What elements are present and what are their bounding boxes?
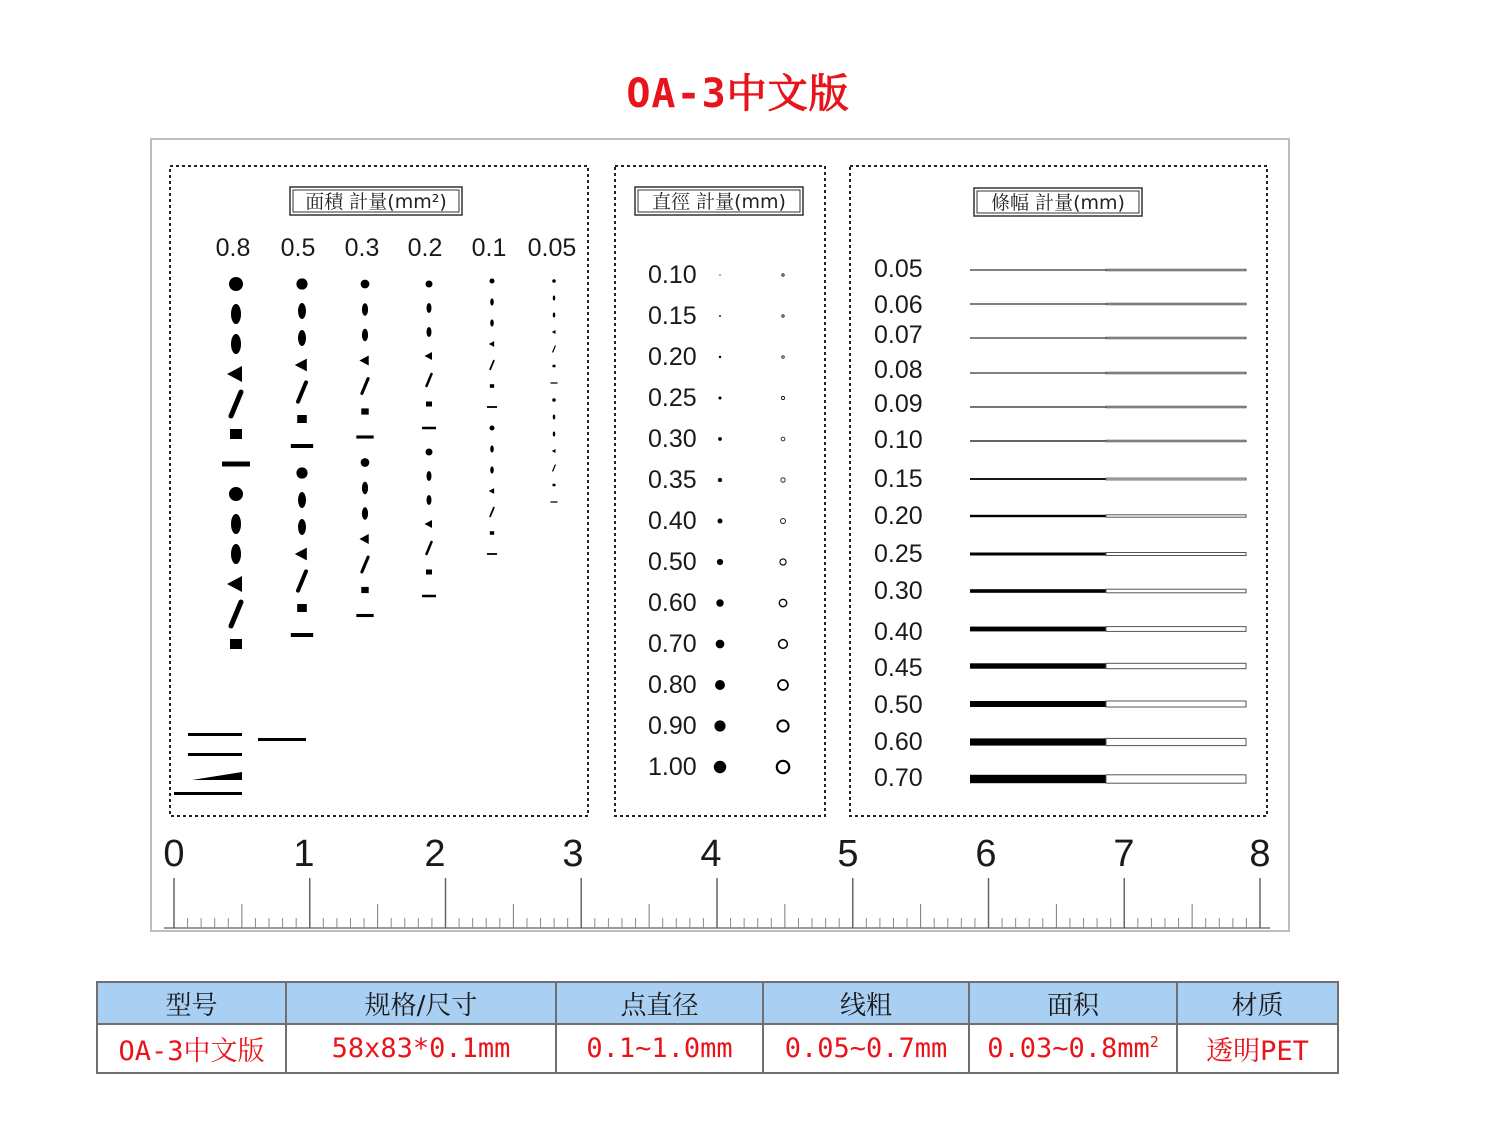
ruler-label-3: 3 bbox=[562, 833, 584, 875]
area-slash bbox=[298, 382, 306, 401]
value-model: OA-3中文版 bbox=[97, 1024, 286, 1073]
area-dot bbox=[296, 467, 307, 478]
line-width-hollow bbox=[1106, 303, 1246, 305]
area-slash bbox=[362, 557, 368, 572]
area-dot bbox=[552, 279, 556, 283]
line-width-label: 0.25 bbox=[874, 540, 923, 568]
line-width-solid bbox=[970, 373, 1106, 374]
diameter-ring bbox=[779, 599, 786, 606]
diameter-label: 0.60 bbox=[648, 589, 697, 617]
ruler-label-7: 7 bbox=[1113, 833, 1135, 875]
diameter-dot bbox=[716, 640, 725, 649]
area-col-label-0.5: 0.5 bbox=[280, 234, 316, 262]
area-slash bbox=[490, 508, 494, 517]
area-bar bbox=[422, 595, 436, 598]
diameter-ring bbox=[781, 478, 785, 482]
area-ellipse bbox=[490, 298, 494, 305]
area-bar bbox=[188, 733, 242, 736]
area-ellipse bbox=[553, 415, 556, 420]
line-width-solid bbox=[970, 738, 1106, 745]
line-width-solid bbox=[970, 304, 1106, 305]
ruler-label-2: 2 bbox=[424, 833, 446, 875]
area-slash bbox=[553, 346, 556, 352]
ruler-label-1: 1 bbox=[293, 833, 315, 875]
area-bar bbox=[291, 633, 313, 637]
line-width-solid bbox=[970, 478, 1106, 480]
line-width-solid bbox=[970, 553, 1106, 556]
area-square bbox=[426, 402, 432, 407]
line-width-solid bbox=[970, 701, 1106, 707]
diameter-ring bbox=[777, 761, 789, 773]
area-col-label-0.8: 0.8 bbox=[215, 234, 251, 262]
diameter-label: 0.90 bbox=[648, 712, 697, 740]
diameter-dot bbox=[714, 761, 726, 773]
area-dot bbox=[229, 487, 243, 501]
diameter-label: 0.20 bbox=[648, 343, 697, 371]
diameter-dot bbox=[717, 559, 723, 565]
diameter-section-frame bbox=[615, 166, 825, 816]
diameter-label: 0.50 bbox=[648, 548, 697, 576]
diameter-label: 1.00 bbox=[648, 753, 697, 781]
area-dot bbox=[426, 449, 433, 456]
area-bar bbox=[487, 406, 497, 408]
diameter-label: 0.35 bbox=[648, 466, 697, 494]
area-square bbox=[490, 384, 494, 388]
diameter-label: 0.40 bbox=[648, 507, 697, 535]
area-square bbox=[297, 415, 307, 423]
area-ellipse bbox=[553, 313, 556, 318]
area-slash bbox=[362, 379, 368, 394]
area-triangle bbox=[552, 330, 556, 334]
diameter-label: 0.80 bbox=[648, 671, 697, 699]
area-col-label-0.2: 0.2 bbox=[407, 234, 443, 262]
area-slash bbox=[298, 571, 306, 590]
area-col-label-0.05: 0.05 bbox=[527, 234, 577, 262]
diameter-ring bbox=[781, 437, 785, 441]
area-ellipse bbox=[490, 319, 494, 326]
area-ellipse bbox=[553, 296, 556, 301]
area-bar bbox=[258, 738, 306, 741]
line-width-label: 0.45 bbox=[874, 654, 923, 682]
diameter-ring bbox=[782, 356, 784, 358]
area-square bbox=[361, 587, 368, 593]
diameter-ring bbox=[780, 559, 786, 565]
diameter-section-label: 直徑 計量(mm) bbox=[652, 191, 786, 213]
measurement-card bbox=[150, 138, 1290, 932]
area-ellipse bbox=[231, 334, 241, 354]
line-width-hollow bbox=[1106, 738, 1246, 745]
line-width-label: 0.07 bbox=[874, 321, 923, 349]
value-size: 58x83*0.1mm bbox=[286, 1024, 556, 1073]
area-dot bbox=[552, 398, 556, 402]
line-width-solid bbox=[970, 515, 1106, 517]
diameter-ring bbox=[779, 640, 788, 649]
area-triangle bbox=[295, 359, 307, 372]
ruler-ticks bbox=[174, 878, 1260, 928]
area-triangle bbox=[227, 366, 242, 382]
line-width-label: 0.06 bbox=[874, 291, 923, 319]
area-ellipse bbox=[298, 492, 306, 508]
area-dot bbox=[361, 458, 370, 467]
area-bar bbox=[188, 753, 242, 756]
line-width-label: 0.15 bbox=[874, 465, 923, 493]
ruler-label-8: 8 bbox=[1249, 833, 1271, 875]
diameter-dot bbox=[719, 274, 720, 275]
line-width-hollow bbox=[1106, 589, 1246, 593]
line-width-hollow bbox=[1106, 406, 1246, 408]
area-triangle bbox=[359, 534, 368, 544]
ruler-label-4: 4 bbox=[700, 833, 722, 875]
line-width-section-label: 條幅 計量(mm) bbox=[991, 192, 1125, 214]
diameter-label: 0.30 bbox=[648, 425, 697, 453]
gauge-drawing bbox=[152, 140, 1288, 930]
value-line-width: 0.05~0.7mm bbox=[763, 1024, 969, 1073]
area-triangle bbox=[295, 548, 307, 561]
area-square bbox=[361, 408, 368, 414]
area-square bbox=[426, 570, 432, 575]
area-ellipse bbox=[427, 303, 432, 313]
diameter-dot bbox=[718, 396, 721, 399]
header-line-width: 线粗 bbox=[763, 982, 969, 1024]
area-bar bbox=[222, 462, 250, 467]
value-area-text: 0.03~0.8mm bbox=[987, 1033, 1150, 1064]
diameter-marks bbox=[714, 274, 789, 773]
spec-header-row bbox=[97, 982, 1338, 1024]
area-wedge bbox=[192, 772, 242, 780]
line-width-marks bbox=[970, 269, 1246, 783]
area-bar bbox=[356, 435, 373, 438]
area-ellipse bbox=[362, 303, 368, 315]
line-width-hollow bbox=[1106, 478, 1246, 480]
area-slash bbox=[427, 542, 432, 554]
area-triangle bbox=[489, 341, 494, 347]
header-dot-diameter: 点直径 bbox=[556, 982, 763, 1024]
area-bar bbox=[174, 792, 242, 795]
area-square bbox=[490, 531, 494, 535]
spec-table bbox=[96, 981, 1339, 1074]
area-square bbox=[553, 365, 556, 368]
area-square bbox=[230, 429, 242, 439]
area-dot bbox=[296, 278, 307, 289]
area-col-label-0.1: 0.1 bbox=[471, 234, 507, 262]
area-dot bbox=[426, 281, 433, 288]
area-triangle bbox=[425, 520, 433, 528]
area-dot bbox=[361, 280, 370, 289]
area-col-label-0.3: 0.3 bbox=[344, 234, 380, 262]
line-width-label: 0.20 bbox=[874, 502, 923, 530]
area-ellipse bbox=[231, 544, 241, 564]
area-triangle bbox=[552, 449, 556, 453]
area-ellipse bbox=[427, 327, 432, 337]
diameter-dot bbox=[719, 356, 721, 358]
diameter-label: 0.10 bbox=[648, 261, 697, 289]
line-width-label: 0.60 bbox=[874, 728, 923, 756]
line-width-solid bbox=[970, 270, 1106, 271]
diameter-ring bbox=[777, 720, 788, 731]
area-triangle bbox=[359, 356, 368, 366]
line-width-hollow bbox=[1106, 627, 1246, 632]
area-bar bbox=[356, 614, 373, 617]
diameter-label: 0.70 bbox=[648, 630, 697, 658]
area-triangle bbox=[227, 576, 242, 592]
diameter-dot bbox=[715, 680, 725, 690]
diameter-ring bbox=[778, 680, 788, 690]
area-ellipse bbox=[298, 330, 306, 346]
line-width-label: 0.40 bbox=[874, 618, 923, 646]
area-bar bbox=[422, 427, 436, 430]
line-width-solid bbox=[970, 440, 1106, 441]
diameter-ring bbox=[782, 315, 784, 317]
line-width-hollow bbox=[1106, 775, 1246, 783]
area-ellipse bbox=[362, 329, 368, 341]
area-marks bbox=[174, 277, 558, 795]
area-ellipse bbox=[490, 445, 494, 452]
area-ellipse bbox=[362, 482, 368, 494]
value-material: 透明PET bbox=[1177, 1024, 1338, 1073]
diameter-label: 0.15 bbox=[648, 302, 697, 330]
diameter-dot bbox=[719, 315, 721, 317]
line-width-label: 0.70 bbox=[874, 764, 923, 792]
area-ellipse bbox=[298, 519, 306, 535]
line-width-hollow bbox=[1106, 701, 1246, 707]
diameter-dot bbox=[718, 519, 723, 524]
line-width-hollow bbox=[1106, 663, 1246, 668]
line-width-label: 0.50 bbox=[874, 691, 923, 719]
area-bar bbox=[551, 501, 558, 502]
area-triangle bbox=[489, 488, 494, 494]
line-width-solid bbox=[970, 338, 1106, 339]
ruler-label-5: 5 bbox=[837, 833, 859, 875]
area-ellipse bbox=[427, 471, 432, 481]
area-ellipse bbox=[362, 507, 368, 519]
header-model: 型号 bbox=[97, 982, 286, 1024]
ruler-label-0: 0 bbox=[163, 833, 185, 875]
page-title: OA-3中文版 bbox=[626, 71, 850, 117]
area-bar bbox=[291, 444, 313, 448]
area-triangle bbox=[425, 352, 433, 360]
line-width-hollow bbox=[1106, 337, 1246, 339]
area-square bbox=[297, 604, 307, 612]
area-slash bbox=[231, 392, 241, 416]
area-dot bbox=[229, 277, 243, 291]
area-square bbox=[230, 639, 242, 649]
area-slash bbox=[427, 374, 432, 386]
area-bar bbox=[551, 382, 558, 383]
line-width-label: 0.10 bbox=[874, 426, 923, 454]
area-section-label: 面積 計量(mm²) bbox=[305, 191, 447, 213]
line-width-hollow bbox=[1106, 515, 1246, 517]
line-width-solid bbox=[970, 589, 1106, 593]
header-size: 规格/尺寸 bbox=[286, 982, 556, 1024]
line-width-solid bbox=[970, 627, 1106, 632]
ruler-label-6: 6 bbox=[975, 833, 997, 875]
diameter-label: 0.25 bbox=[648, 384, 697, 412]
area-slash bbox=[553, 465, 556, 471]
spec-value-row bbox=[97, 1024, 1338, 1073]
diameter-dot bbox=[718, 437, 722, 441]
area-ellipse bbox=[298, 303, 306, 319]
line-width-label: 0.30 bbox=[874, 577, 923, 605]
value-dot-diameter: 0.1~1.0mm bbox=[556, 1024, 763, 1073]
area-ellipse bbox=[490, 466, 494, 473]
diameter-dot bbox=[714, 720, 725, 731]
line-width-solid bbox=[970, 406, 1106, 407]
line-width-hollow bbox=[1106, 269, 1246, 271]
area-ellipse bbox=[553, 432, 556, 437]
diameter-dot bbox=[716, 599, 723, 606]
diameter-dot bbox=[718, 478, 722, 482]
area-ellipse bbox=[427, 495, 432, 505]
line-width-hollow bbox=[1106, 372, 1246, 374]
diameter-ring bbox=[782, 274, 784, 276]
area-ellipse bbox=[231, 304, 241, 324]
line-width-label: 0.09 bbox=[874, 390, 923, 418]
line-width-solid bbox=[970, 663, 1106, 668]
line-width-hollow bbox=[1106, 440, 1246, 442]
line-width-label: 0.05 bbox=[874, 255, 923, 283]
line-width-solid bbox=[970, 775, 1106, 783]
area-dot bbox=[489, 278, 494, 283]
value-area-superscript: 2 bbox=[1149, 1033, 1159, 1051]
value-area bbox=[969, 1024, 1177, 1073]
line-width-label: 0.08 bbox=[874, 356, 923, 384]
area-square bbox=[553, 484, 556, 487]
diameter-ring bbox=[781, 396, 784, 399]
line-width-hollow bbox=[1106, 553, 1246, 556]
area-dot bbox=[489, 425, 494, 430]
header-area: 面积 bbox=[969, 982, 1177, 1024]
diameter-ring bbox=[781, 519, 786, 524]
area-ellipse bbox=[231, 514, 241, 534]
header-material: 材质 bbox=[1177, 982, 1338, 1024]
area-slash bbox=[231, 602, 241, 626]
area-slash bbox=[490, 361, 494, 370]
area-bar bbox=[487, 553, 497, 555]
